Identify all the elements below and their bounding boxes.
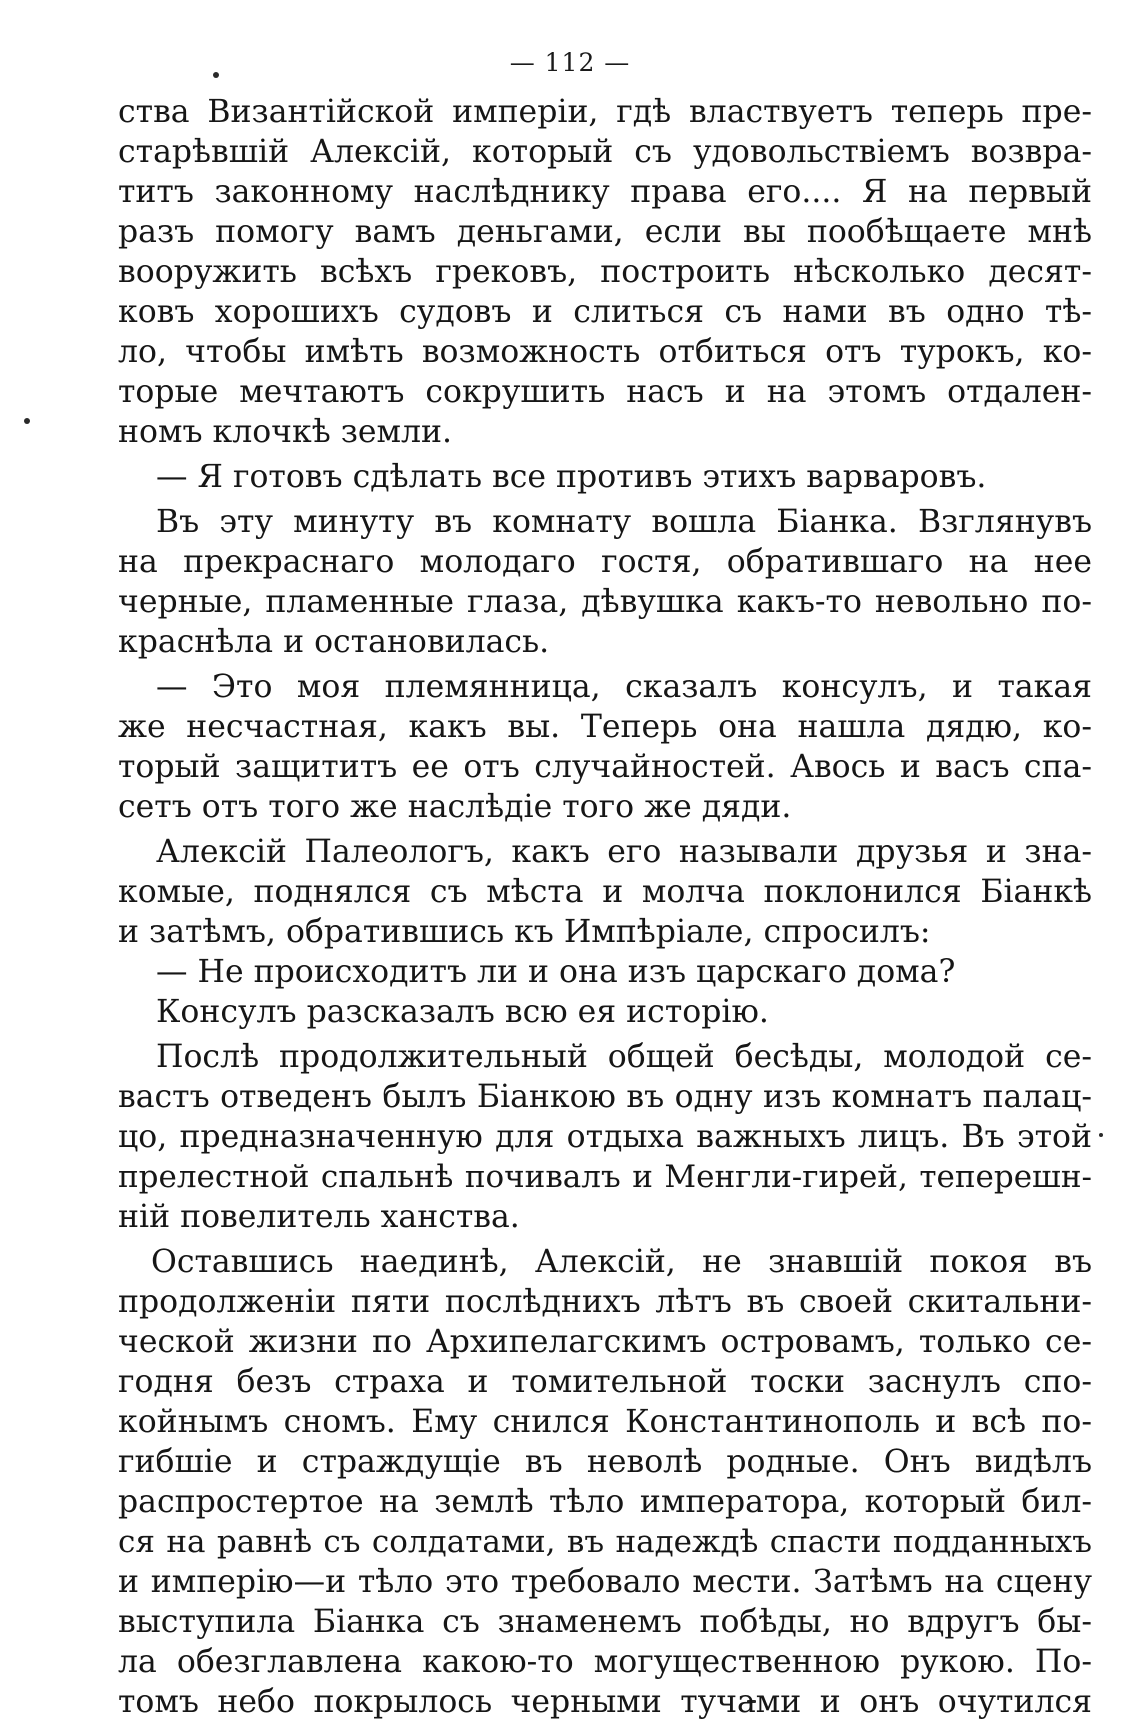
text-line: сетъ отъ того же наслѣдіе того же дяди. — [118, 789, 792, 825]
text-line: разъ помогу вамъ деньгами, если вы пообѣщаете мнѣ — [118, 214, 1092, 250]
text-line: гибшіе и страждущіе въ неволѣ родные. Онъ видѣлъ — [118, 1444, 1092, 1480]
text-line: ній повелитель ханства. — [118, 1199, 520, 1235]
text-line: номъ клочкѣ земли. — [118, 414, 453, 450]
text-line: койнымъ сномъ. Ему снился Константинополь и всѣ по- — [118, 1404, 1092, 1440]
text-line: Консулъ разсказалъ всю ея исторію. — [156, 994, 769, 1030]
ink-speck — [213, 72, 219, 78]
text-line: ческой жизни по Архипелагскимъ островамъ, только се- — [118, 1324, 1092, 1360]
text-line: и имперію—и тѣло это требовало мести. Затѣмъ на сцену — [118, 1564, 1092, 1600]
text-line: торые мечтаютъ сокрушить насъ и на этомъ отдален- — [118, 374, 1092, 410]
text-line: же несчастная, какъ вы. Теперь она нашла дядю, ко- — [118, 709, 1092, 745]
text-line: титъ законному наслѣднику права его.... Я на первый — [118, 174, 1092, 210]
text-line: ла обезглавлена какою-то могущественною рукою. По- — [118, 1644, 1092, 1680]
text-line: годня безъ страха и томительной тоски заснулъ спо- — [118, 1364, 1092, 1400]
text-line: комые, поднялся съ мѣста и молча поклонился Біанкѣ — [118, 874, 1092, 910]
text-line: ковъ хорошихъ судовъ и слиться съ нами въ одно тѣ- — [118, 294, 1092, 330]
text-line: Оставшись наединѣ, Алексій, не знавшій покоя въ — [151, 1244, 1092, 1280]
text-line: ло, чтобы имѣть возможность отбиться отъ турокъ, ко- — [118, 334, 1092, 370]
body-text — [118, 92, 1092, 1722]
text-line: вастъ отведенъ былъ Біанкою въ одну изъ комнатъ палац- — [118, 1079, 1092, 1115]
text-line: распростертое на землѣ тѣло императора, который бил- — [118, 1484, 1092, 1520]
text-line: и затѣмъ, обратившись къ Импѣріале, спросилъ: — [118, 914, 931, 950]
text-line: Въ эту минуту въ комнату вошла Біанка. Взглянувъ — [156, 504, 1092, 540]
text-line: старѣвшій Алексій, который съ удовольствіемъ возвра- — [118, 134, 1092, 170]
text-line: — Не происходитъ ли и она изъ царскаго дома? — [156, 954, 956, 990]
text-line: торый защититъ ее отъ случайностей. Авось и васъ спа- — [118, 749, 1092, 785]
text-line: черные, пламенные глаза, дѣвушка какъ-то невольно по- — [118, 584, 1092, 620]
ink-speck — [1099, 1133, 1103, 1137]
text-line: выступила Біанка съ знаменемъ побѣды, но вдругъ бы- — [118, 1604, 1092, 1640]
text-line: цо, предназначенную для отдыха важныхъ лицъ. Въ этой — [118, 1119, 1092, 1155]
text-line: Алексій Палеологъ, какъ его называли друзья и зна- — [156, 834, 1092, 870]
ink-speck — [24, 418, 30, 424]
text-line: краснѣла и остановилась. — [118, 624, 550, 660]
text-line: — Я готовъ сдѣлать все противъ этихъ варваровъ. — [156, 459, 987, 495]
text-line: вооружить всѣхъ грековъ, построить нѣсколько десят- — [118, 254, 1092, 290]
text-line: продолженіи пяти послѣднихъ лѣтъ въ своей скитальни- — [118, 1284, 1092, 1320]
text-line: — Это моя племянница, сказалъ консулъ, и такая — [156, 669, 1092, 705]
text-line: томъ небо покрылось черными тучами и онъ очутился — [118, 1684, 1092, 1720]
text-line: на прекраснаго молодаго гостя, обратившаго на нее — [118, 544, 1092, 580]
text-line: прелестной спальнѣ почивалъ и Менгли-гирей, теперешн- — [118, 1159, 1092, 1195]
page-number: — 112 — — [509, 48, 631, 77]
text-line: ства Византійской имперіи, гдѣ властвуетъ теперь пре- — [118, 94, 1092, 130]
text-line: ся на равнѣ съ солдатами, въ надеждѣ спасти подданныхъ — [118, 1524, 1092, 1560]
text-line: Послѣ продолжительный общей бесѣды, молодой се- — [156, 1039, 1092, 1075]
